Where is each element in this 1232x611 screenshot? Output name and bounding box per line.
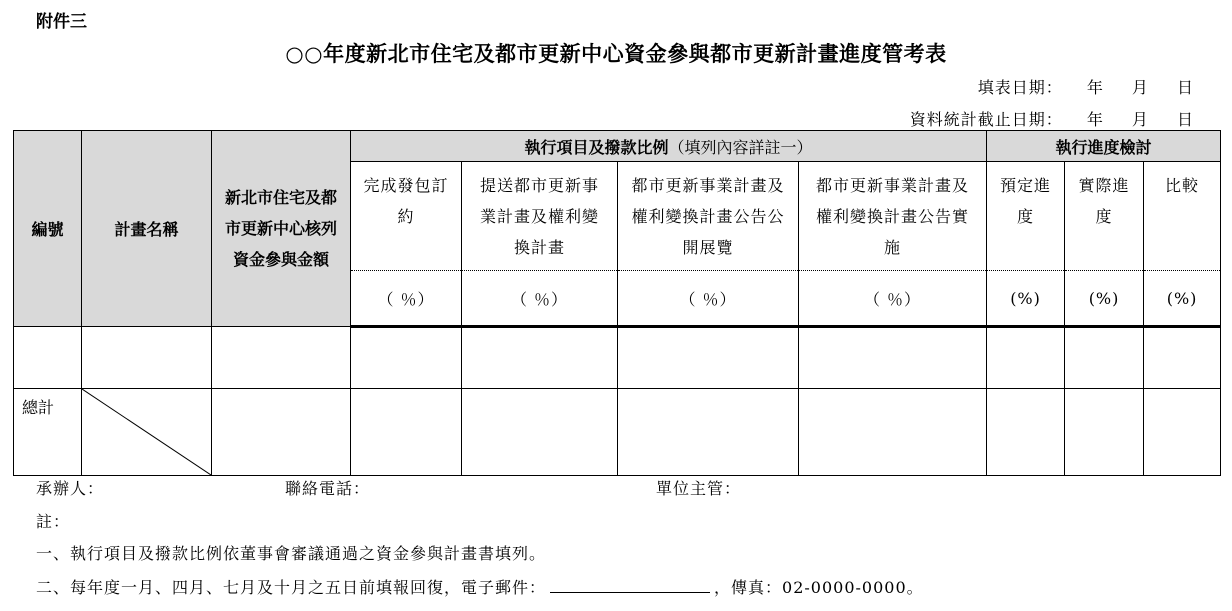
cell-total-exec[interactable] [351,389,462,476]
cell-progress[interactable] [987,327,1065,389]
cell-total-progress[interactable] [1065,389,1144,476]
fill-date-label: 填表日期： [977,78,1063,97]
header-progress-item: 實際進度 [1065,162,1144,271]
cell-total-amount[interactable] [212,389,351,476]
cell-total-progress[interactable] [1144,389,1221,476]
header-progress-group: 執行進度檢討 [987,131,1221,162]
note-2-prefix: 二、每年度一月、四月、七月及十月之五日前填報回復，電子郵件： [36,578,547,597]
cell-exec[interactable] [351,327,462,389]
total-row [14,389,1221,476]
cell-total-progress[interactable] [987,389,1065,476]
exec-group-note: （填列內容詳註一） [668,137,813,157]
note-2 [36,575,924,598]
exec-percent: （ ％） [351,271,462,327]
header-amount: 新北市住宅及都市更新中心核列資金參與金額 [212,131,351,327]
note-2-suffix: ，傳真：02-0000-0000。 [714,578,924,597]
diagonal-cell [82,389,212,476]
diagonal-line [82,389,211,475]
fill-date-value: 年 月 日 [1086,78,1194,97]
cutoff-date-line [910,107,1194,130]
header-progress-item: 預定進度 [987,162,1065,271]
handler-label: 承辦人： [36,479,105,498]
progress-table [13,130,1221,476]
cell-exec[interactable] [462,327,618,389]
table-row [14,327,1221,389]
exec-percent: （ ％） [799,271,987,327]
total-label: 總計 [14,389,82,476]
header-progress-item: 比較 [1144,162,1221,271]
note-heading: 註： [36,512,71,531]
cell-exec[interactable] [618,327,799,389]
header-plan-name: 計畫名稱 [82,131,212,327]
cell-progress[interactable] [1065,327,1144,389]
cell-progress[interactable] [1144,327,1221,389]
progress-percent: (%) [1144,271,1221,327]
cutoff-date-label: 資料統計截止日期： [909,110,1063,129]
note-1: 一、執行項目及撥款比例依董事會審議通過之資金參與計畫書填列。 [36,544,547,563]
cell-exec[interactable] [799,327,987,389]
email-blank[interactable] [550,578,710,593]
header-no: 編號 [14,131,82,327]
header-exec-item: 完成發包訂約 [351,162,462,271]
exec-group-title: 執行項目及撥款比例 [524,137,669,157]
cell-no[interactable] [14,327,82,389]
exec-percent: （ ％） [618,271,799,327]
cell-total-exec[interactable] [799,389,987,476]
attachment-label: 附件三 [36,12,87,32]
phone-label: 聯絡電話： [285,479,371,498]
cell-total-exec[interactable] [462,389,618,476]
fill-date-line [978,75,1194,98]
cutoff-date-value: 年 月 日 [1086,110,1194,129]
header-exec-item: 提送都市更新事業計畫及權利變換計畫 [462,162,618,271]
signature-line [36,476,1186,498]
progress-percent: (%) [987,271,1065,327]
cell-total-exec[interactable] [618,389,799,476]
page-title: ○○年度新北市住宅及都市更新中心資金參與都市更新計畫進度管考表 [285,41,947,66]
cell-amount[interactable] [212,327,351,389]
exec-percent: （ ％） [462,271,618,327]
progress-percent: (%) [1065,271,1144,327]
header-exec-item: 都市更新事業計畫及權利變換計畫公告公開展覽 [618,162,799,271]
header-exec-item: 都市更新事業計畫及權利變換計畫公告實施 [799,162,987,271]
supervisor-label: 單位主管： [656,479,742,498]
cell-plan-name[interactable] [82,327,212,389]
header-exec-group [351,131,987,162]
